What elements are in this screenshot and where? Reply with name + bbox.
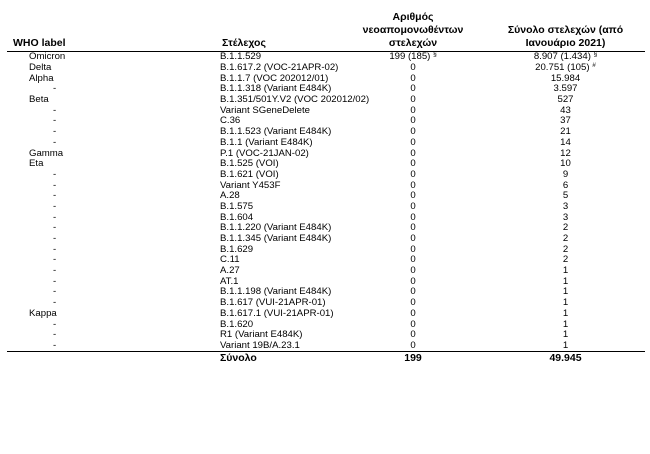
table-row <box>7 202 645 213</box>
cell-who-label: - <box>53 83 57 95</box>
total-row <box>7 352 645 365</box>
cell-strain: B.1.1.345 (Variant E484K) <box>220 233 332 245</box>
cell-who-label: - <box>53 200 57 212</box>
cell-who-label: - <box>53 104 57 116</box>
total-value: 2 <box>562 243 569 255</box>
total-value: 1 <box>562 265 569 277</box>
cell-strain: Variant SGeneDelete <box>220 104 310 116</box>
table-row <box>7 298 645 309</box>
isolated-value: 0 <box>410 222 416 234</box>
total-strains: 49.945 <box>486 352 645 365</box>
cell-strain: C.36 <box>220 115 241 127</box>
cell-strain: A.28 <box>220 190 240 202</box>
variants-table <box>7 5 645 364</box>
table-row <box>7 170 645 181</box>
cell-who-label: - <box>53 286 57 298</box>
cell-strain: B.1.1.220 (Variant E484K) <box>220 222 332 234</box>
total-value: 2 <box>562 254 569 266</box>
table-row <box>7 330 645 341</box>
isolated-value: 0 <box>410 62 416 74</box>
cell-who-label: - <box>53 275 57 287</box>
total-value: 1 <box>562 318 569 330</box>
cell-strain: B.1.617 (VUI-21APR-01) <box>220 297 326 309</box>
isolated-value: 0 <box>410 307 416 319</box>
total-value: 12 <box>560 147 571 159</box>
cell-strain: B.1.1 (Variant E484K) <box>220 136 313 148</box>
cell-who-label: - <box>53 318 57 330</box>
table-row <box>7 341 645 352</box>
isolated-value: 0 <box>410 168 416 180</box>
isolated-value: 0 <box>410 147 416 159</box>
isolated-value: 0 <box>410 72 416 84</box>
cell-who-label: - <box>53 126 57 138</box>
table-row <box>7 159 645 170</box>
cell-strain: B.1.351/501Y.V2 (VOC 202012/02) <box>220 94 370 106</box>
isolated-value: 0 <box>410 243 416 255</box>
isolated-value: 0 <box>410 286 416 298</box>
isolated-value: 0 <box>410 211 416 223</box>
isolated-value: 199 (185) <box>389 51 431 63</box>
footnote-marker: § <box>593 51 598 59</box>
isolated-value: 0 <box>410 275 416 287</box>
isolated-value: 0 <box>410 158 416 170</box>
table-row <box>7 191 645 202</box>
cell-who-label: Delta <box>29 62 52 74</box>
total-value: 3.597 <box>553 83 578 95</box>
cell-who-label: - <box>53 254 57 266</box>
table-row <box>7 319 645 330</box>
isolated-value: 0 <box>410 318 416 330</box>
isolated-value: 0 <box>410 179 416 191</box>
cell-who-label: - <box>53 329 57 341</box>
cell-strain: B.1.1.198 (Variant E484K) <box>220 286 332 298</box>
table-row <box>7 63 645 74</box>
isolated-value: 0 <box>410 233 416 245</box>
table-row <box>7 234 645 245</box>
total-value: 1 <box>562 297 569 309</box>
cell-who-label: - <box>53 179 57 191</box>
cell-strain: B.1.629 <box>220 243 254 255</box>
total-value: 2 <box>562 233 569 245</box>
total-value: 2 <box>562 222 569 234</box>
table-row <box>7 287 645 298</box>
cell-strain: A.27 <box>220 265 240 277</box>
total-value: 1 <box>562 339 569 351</box>
cell-strain: B.1.1.318 (Variant E484K) <box>220 83 332 95</box>
total-value: 14 <box>560 136 571 148</box>
table-row <box>7 309 645 320</box>
cell-isolated <box>340 341 486 352</box>
cell-who-label: Eta <box>29 158 44 170</box>
header-total-strains: Σύνολο στελεχών (από Ιανουάριο 2021) <box>486 5 645 52</box>
table-row <box>7 244 645 255</box>
cell-total <box>486 341 645 352</box>
isolated-value: 0 <box>410 339 416 351</box>
cell-strain: Variant Y453F <box>220 179 281 191</box>
isolated-value: 0 <box>410 254 416 266</box>
table-row <box>7 148 645 159</box>
cell-who-label: Gamma <box>29 147 64 159</box>
cell-strain: B.1.620 <box>220 318 254 330</box>
total-value: 1 <box>562 286 569 298</box>
cell-who-label: - <box>53 222 57 234</box>
total-value: 6 <box>562 179 569 191</box>
total-value: 20.751 (105) <box>535 62 590 74</box>
total-value: 15.984 <box>550 72 581 84</box>
total-value: 1 <box>562 275 569 287</box>
cell-who-label: Alpha <box>29 72 54 84</box>
total-value: 37 <box>560 115 571 127</box>
cell-who-label: - <box>53 339 57 351</box>
cell-strain: Variant 19B/A.23.1 <box>220 339 300 351</box>
cell-who-label: - <box>53 168 57 180</box>
cell-who-label: - <box>53 297 57 309</box>
table-row <box>7 255 645 266</box>
cell-strain: B.1.1.529 <box>220 51 262 63</box>
total-value: 8.907 (1.434) <box>533 51 591 63</box>
cell-total <box>486 52 645 63</box>
cell-strain: B.1.604 <box>220 211 254 223</box>
cell-strain: B.1.525 (VOI) <box>220 158 279 170</box>
isolated-value: 0 <box>410 94 416 106</box>
total-row-who <box>7 352 110 365</box>
isolated-value: 0 <box>410 297 416 309</box>
table-row <box>7 127 645 138</box>
cell-who-label: Beta <box>29 94 49 106</box>
total-isolated: 199 <box>340 352 486 365</box>
cell-who-label: - <box>53 233 57 245</box>
isolated-value: 0 <box>410 83 416 95</box>
header-row <box>7 5 645 52</box>
table-row <box>7 52 645 63</box>
cell-who-label: - <box>53 136 57 148</box>
footnote-marker: # <box>592 62 596 70</box>
cell-who-label: - <box>53 265 57 277</box>
isolated-value: 0 <box>410 265 416 277</box>
total-value: 43 <box>560 104 571 116</box>
header-strain: Στέλεχος <box>110 5 340 52</box>
total-label: Σύνολο <box>110 352 340 365</box>
isolated-value: 0 <box>410 104 416 116</box>
total-value: 10 <box>560 158 571 170</box>
cell-who-label: - <box>53 211 57 223</box>
total-value: 3 <box>562 200 569 212</box>
cell-who-label: - <box>53 190 57 202</box>
total-value: 3 <box>562 211 569 223</box>
cell-strain: B.1.1.7 (VOC 202012/01) <box>220 72 329 84</box>
total-value: 1 <box>562 329 569 341</box>
header-who-label: WHO label <box>7 5 110 52</box>
table-row <box>7 266 645 277</box>
cell-strain: AT.1 <box>220 275 239 287</box>
isolated-value: 0 <box>410 329 416 341</box>
cell-who-label: - <box>53 243 57 255</box>
isolated-value: 0 <box>410 136 416 148</box>
footnote-marker: § <box>433 51 437 59</box>
cell-strain: B.1.575 <box>220 200 254 212</box>
table-header <box>7 5 645 52</box>
isolated-value: 0 <box>410 126 416 138</box>
total-value: 9 <box>562 168 569 180</box>
cell-strain: R1 (Variant E484K) <box>220 329 303 341</box>
cell-strain: B.1.1.523 (Variant E484K) <box>220 126 332 138</box>
cell-strain: C.11 <box>220 254 240 266</box>
table-row <box>7 138 645 149</box>
cell-strain: B.1.617.1 (VUI-21APR-01) <box>220 307 334 319</box>
cell-strain: P.1 (VOC-21JAN-02) <box>220 147 309 159</box>
header-isolated-count: Αριθμός νεοαπομονωθέντων στελεχών <box>340 5 486 52</box>
total-value: 5 <box>562 190 569 202</box>
cell-who-label: Omicron <box>29 51 66 63</box>
total-value: 1 <box>562 307 569 319</box>
isolated-value: 0 <box>410 200 416 212</box>
table-row <box>7 180 645 191</box>
cell-strain: B.1.621 (VOI) <box>220 168 279 180</box>
isolated-value: 0 <box>410 115 416 127</box>
total-value: 527 <box>557 94 574 106</box>
table-row <box>7 95 645 106</box>
table-footer <box>7 352 645 365</box>
cell-who-label: - <box>53 115 57 127</box>
cell-strain: B.1.617.2 (VOC-21APR-02) <box>220 62 339 74</box>
table-body <box>7 52 645 352</box>
isolated-value: 0 <box>410 190 416 202</box>
cell-who-label: Kappa <box>29 307 57 319</box>
table-row <box>7 105 645 116</box>
total-value: 21 <box>560 126 571 138</box>
cell-isolated <box>340 52 486 63</box>
